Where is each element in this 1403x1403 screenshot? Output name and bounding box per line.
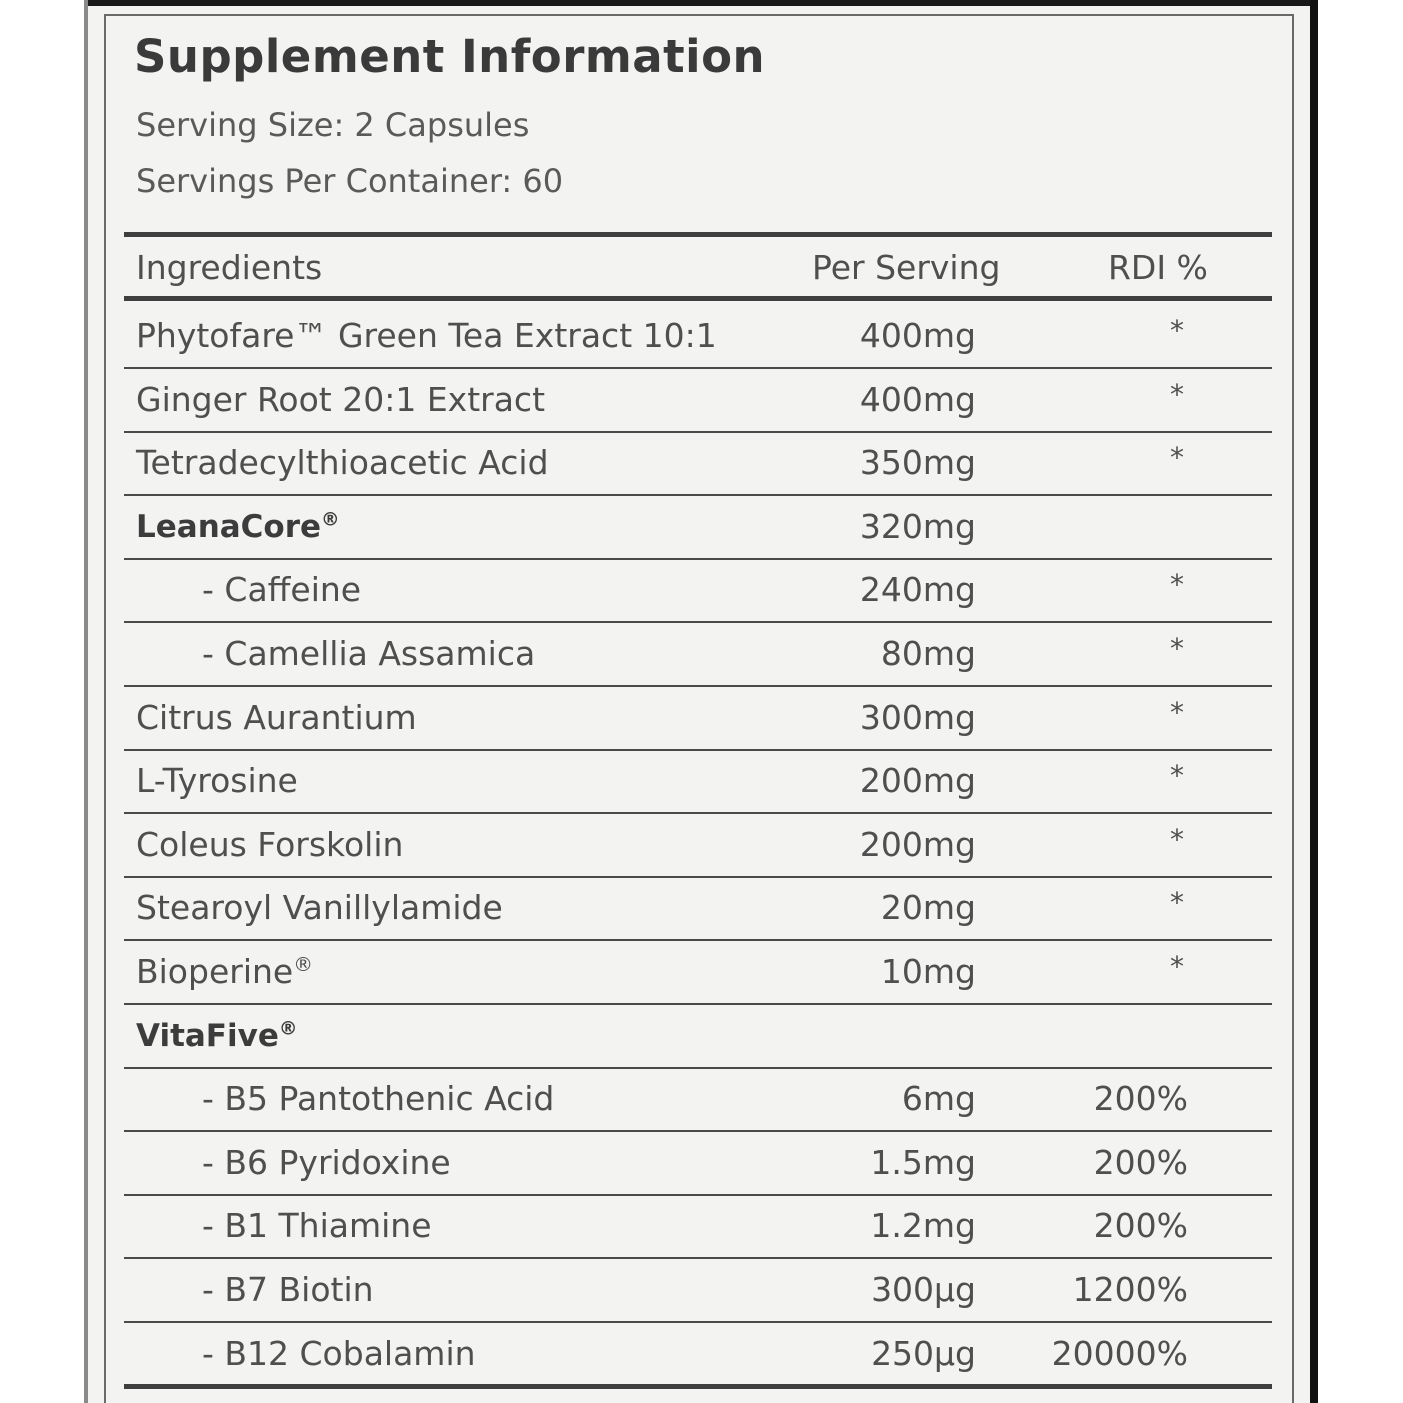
table-row: [124, 560, 1272, 623]
ingredient-name: Stearoyl Vanillylamide: [136, 888, 503, 928]
ingredient-name: VitaFive®: [136, 1017, 298, 1054]
ingredient-rdi: *: [1170, 314, 1184, 347]
ingredient-rdi: *: [1170, 822, 1184, 856]
ingredient-amount: 320mg: [859, 506, 976, 546]
ingredient-amount: 10mg: [880, 952, 976, 991]
ingredient-amount: 350mg: [859, 443, 976, 483]
ingredient-rdi: 200%: [1093, 1079, 1188, 1119]
ingredient-rdi: *: [1170, 441, 1184, 475]
table-row: [124, 1006, 1272, 1069]
table-row: [124, 751, 1272, 814]
ingredient-rdi: *: [1170, 759, 1184, 793]
ingredient-name: Ginger Root 20:1 Extract: [136, 379, 546, 419]
table-row: [124, 1196, 1272, 1259]
table-row: [124, 433, 1272, 496]
table-row: [124, 306, 1272, 369]
table-row: [124, 1260, 1272, 1323]
table-row: [124, 1069, 1272, 1132]
ingredient-name: Bioperine®: [136, 952, 313, 991]
package-edge-right: [1310, 0, 1318, 1403]
ingredient-name: L-Tyrosine: [136, 761, 298, 801]
ingredient-name: - B6 Pyridoxine: [202, 1142, 451, 1182]
ingredient-amount: 1.2mg: [870, 1206, 976, 1246]
ingredient-amount: 300mg: [859, 697, 976, 737]
ingredient-rdi: 200%: [1093, 1142, 1188, 1182]
ingredient-rdi: *: [1170, 695, 1184, 729]
label-title: Supplement Information: [134, 30, 766, 83]
table-bottom-rule: [124, 1384, 1272, 1389]
ingredient-rdi: 20000%: [1051, 1333, 1188, 1373]
table-row: [124, 878, 1272, 941]
ingredient-amount: 20mg: [880, 888, 976, 928]
table-row: [124, 815, 1272, 878]
ingredient-amount: 400mg: [859, 316, 976, 355]
ingredient-amount: 200mg: [859, 824, 976, 864]
table-row: [124, 942, 1272, 1005]
table-row: [124, 497, 1272, 560]
ingredient-rdi: 1200%: [1072, 1270, 1188, 1309]
table-row: [124, 688, 1272, 751]
ingredient-amount: 200mg: [859, 761, 976, 801]
ingredient-rdi: *: [1170, 886, 1184, 920]
ingredient-name: - B7 Biotin: [202, 1270, 374, 1309]
ingredient-amount: 300µg: [871, 1270, 976, 1309]
serving-size: Serving Size: 2 Capsules: [136, 106, 530, 144]
header-bottom-rule: [124, 296, 1272, 301]
ingredient-amount: 80mg: [880, 634, 976, 673]
ingredient-name: Tetradecylthioacetic Acid: [136, 443, 549, 483]
ingredient-rdi: *: [1170, 568, 1184, 602]
registered-mark: ®: [321, 509, 340, 531]
header-per-serving: Per Serving: [812, 248, 1001, 287]
ingredient-name: - B5 Pantothenic Acid: [202, 1079, 555, 1119]
header-ingredients: Ingredients: [136, 248, 323, 287]
ingredient-amount: 250µg: [871, 1333, 976, 1373]
table-row: [124, 370, 1272, 433]
ingredient-amount: 6mg: [901, 1079, 976, 1119]
ingredient-rdi: 200%: [1093, 1206, 1188, 1246]
ingredient-amount: 240mg: [859, 570, 976, 610]
registered-mark: ®: [278, 1018, 298, 1040]
ingredient-rdi: *: [1170, 950, 1184, 983]
ingredient-name: - B1 Thiamine: [202, 1206, 432, 1246]
ingredient-name: - Caffeine: [202, 570, 362, 610]
header-top-rule: [124, 232, 1272, 237]
ingredient-name: - B12 Cobalamin: [202, 1333, 476, 1373]
header-rdi: RDI %: [1108, 248, 1208, 287]
table-row: [124, 1324, 1272, 1387]
ingredient-name: - Camellia Assamica: [202, 634, 536, 673]
registered-mark: ®: [293, 953, 313, 976]
package-edge-left: [0, 0, 88, 1403]
ingredient-name: Citrus Aurantium: [136, 697, 417, 737]
ingredient-amount: 400mg: [859, 379, 976, 419]
ingredient-name: LeanaCore®: [136, 508, 340, 545]
table-row: [124, 624, 1272, 687]
ingredient-rdi: *: [1170, 632, 1184, 665]
table-row: [124, 1133, 1272, 1196]
servings-per-container: Servings Per Container: 60: [136, 162, 564, 200]
ingredient-rdi: *: [1170, 377, 1184, 411]
ingredient-amount: 1.5mg: [870, 1142, 976, 1182]
ingredient-name: Phytofare™ Green Tea Extract 10:1: [136, 316, 717, 355]
ingredient-name: Coleus Forskolin: [136, 824, 404, 864]
